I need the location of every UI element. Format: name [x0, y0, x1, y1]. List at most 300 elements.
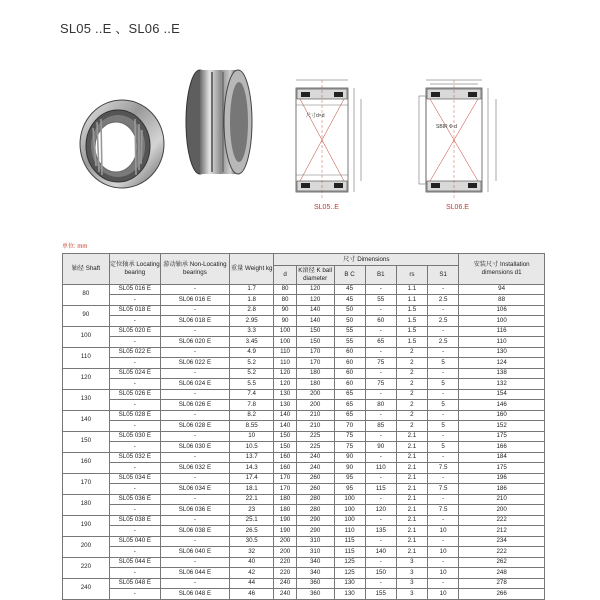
- cell-w: 40: [229, 557, 274, 568]
- cell-loc: -: [109, 484, 160, 495]
- table-row: [63, 547, 545, 558]
- cell-rs: 1.5: [396, 316, 427, 327]
- cell-b: 100: [334, 494, 365, 505]
- cell-loc: SL05 036 E: [109, 494, 160, 505]
- cell-k: 200: [296, 400, 334, 411]
- table-row: [63, 337, 545, 348]
- cell-k: 290: [296, 515, 334, 526]
- cell-d: 160: [274, 452, 296, 463]
- table-row: [63, 326, 545, 337]
- cell-rs: 2: [396, 389, 427, 400]
- cell-s1: -: [427, 557, 458, 568]
- cell-w: 10.5: [229, 442, 274, 453]
- cell-b: 50: [334, 316, 365, 327]
- cell-d: 80: [274, 284, 296, 295]
- cell-s1: -: [427, 515, 458, 526]
- table-row: [63, 578, 545, 589]
- cell-k: 360: [296, 578, 334, 589]
- cell-rs: 2.1: [396, 494, 427, 505]
- cell-k: 180: [296, 368, 334, 379]
- cell-loc: -: [109, 358, 160, 369]
- cell-d1: 175: [459, 463, 545, 474]
- table-row: [63, 557, 545, 568]
- cell-loc: -: [109, 547, 160, 558]
- cell-non: -: [160, 284, 229, 295]
- cell-d1: 110: [459, 337, 545, 348]
- cell-w: 10: [229, 431, 274, 442]
- cell-d1: 160: [459, 410, 545, 421]
- cell-d: 110: [274, 347, 296, 358]
- cell-b1: 60: [365, 316, 396, 327]
- cell-loc: SL05 026 E: [109, 389, 160, 400]
- cell-d: 140: [274, 421, 296, 432]
- cell-s1: -: [427, 410, 458, 421]
- cell-non: SL06 044 E: [160, 568, 229, 579]
- header-s1: S1: [427, 266, 458, 285]
- cell-w: 5.2: [229, 358, 274, 369]
- cell-d: 190: [274, 515, 296, 526]
- cell-d1: 116: [459, 326, 545, 337]
- header-rs: rs: [396, 266, 427, 285]
- cell-k: 340: [296, 557, 334, 568]
- cell-b1: 155: [365, 589, 396, 600]
- cell-d: 190: [274, 526, 296, 537]
- bearing-photo-side: [182, 66, 256, 178]
- cell-rs: 2.1: [396, 442, 427, 453]
- cell-w: 30.5: [229, 536, 274, 547]
- cell-d1: 88: [459, 295, 545, 306]
- cell-b1: 90: [365, 442, 396, 453]
- cell-s1: -: [427, 536, 458, 547]
- cell-loc: SL05 040 E: [109, 536, 160, 547]
- cell-loc: -: [109, 568, 160, 579]
- cell-w: 7.4: [229, 389, 274, 400]
- table-row: [63, 421, 545, 432]
- shaft-cell: 170: [63, 473, 110, 494]
- cell-k: 225: [296, 442, 334, 453]
- cell-rs: 1.1: [396, 284, 427, 295]
- cell-b1: 110: [365, 463, 396, 474]
- cell-b: 125: [334, 568, 365, 579]
- cell-non: SL06 020 E: [160, 337, 229, 348]
- cell-s1: 7.5: [427, 463, 458, 474]
- spec-table: [62, 253, 545, 600]
- cell-loc: SL05 028 E: [109, 410, 160, 421]
- cell-non: SL06 030 E: [160, 442, 229, 453]
- cell-d: 220: [274, 557, 296, 568]
- cell-s1: 7.5: [427, 505, 458, 516]
- cell-rs: 2.1: [396, 473, 427, 484]
- cell-s1: 10: [427, 589, 458, 600]
- table-row: [63, 463, 545, 474]
- cell-b1: -: [365, 473, 396, 484]
- cell-k: 310: [296, 547, 334, 558]
- cell-w: 7.8: [229, 400, 274, 411]
- cell-k: 280: [296, 494, 334, 505]
- cell-s1: 5: [427, 400, 458, 411]
- cell-w: 13.7: [229, 452, 274, 463]
- cell-loc: -: [109, 295, 160, 306]
- cell-b1: -: [365, 536, 396, 547]
- cell-loc: SL05 032 E: [109, 452, 160, 463]
- cell-d: 90: [274, 316, 296, 327]
- table-row: [63, 484, 545, 495]
- cell-d: 170: [274, 473, 296, 484]
- cell-d: 180: [274, 494, 296, 505]
- cell-d: 240: [274, 578, 296, 589]
- cell-s1: 5: [427, 379, 458, 390]
- cell-k: 290: [296, 526, 334, 537]
- cell-b: 45: [334, 284, 365, 295]
- cell-w: 32: [229, 547, 274, 558]
- cell-s1: 10: [427, 568, 458, 579]
- cell-s1: -: [427, 347, 458, 358]
- header-dimensions: 尺寸 Dimensions: [274, 254, 459, 266]
- cell-d: 100: [274, 326, 296, 337]
- cell-s1: 10: [427, 547, 458, 558]
- cell-b1: -: [365, 515, 396, 526]
- cell-k: 340: [296, 568, 334, 579]
- cell-loc: -: [109, 337, 160, 348]
- cell-d1: 94: [459, 284, 545, 295]
- cell-d1: 166: [459, 442, 545, 453]
- table-row: [63, 473, 545, 484]
- table-row: [63, 295, 545, 306]
- cell-s1: -: [427, 452, 458, 463]
- cell-b1: -: [365, 347, 396, 358]
- cell-d: 160: [274, 463, 296, 474]
- cell-b: 65: [334, 400, 365, 411]
- table-row: [63, 347, 545, 358]
- table-row: [63, 400, 545, 411]
- shaft-cell: 120: [63, 368, 110, 389]
- cell-b1: -: [365, 557, 396, 568]
- cell-b: 130: [334, 578, 365, 589]
- cell-d: 170: [274, 484, 296, 495]
- cell-rs: 1.5: [396, 326, 427, 337]
- cell-rs: 2: [396, 368, 427, 379]
- cell-d1: 234: [459, 536, 545, 547]
- shaft-cell: 110: [63, 347, 110, 368]
- cell-d1: 186: [459, 484, 545, 495]
- cell-b: 110: [334, 526, 365, 537]
- cell-b: 70: [334, 421, 365, 432]
- cell-loc: -: [109, 463, 160, 474]
- cell-b1: -: [365, 284, 396, 295]
- shaft-cell: 240: [63, 578, 110, 599]
- header-install: 安装尺寸 Installation dimensions d1: [459, 254, 545, 285]
- cell-non: SL06 024 E: [160, 379, 229, 390]
- cell-s1: -: [427, 578, 458, 589]
- cell-d1: 132: [459, 379, 545, 390]
- table-row: [63, 515, 545, 526]
- cell-k: 140: [296, 305, 334, 316]
- cell-s1: 2.5: [427, 316, 458, 327]
- cell-d1: 152: [459, 421, 545, 432]
- table-row: [63, 431, 545, 442]
- cell-d: 150: [274, 431, 296, 442]
- shaft-cell: 150: [63, 431, 110, 452]
- cell-w: 14.3: [229, 463, 274, 474]
- cell-w: 1.7: [229, 284, 274, 295]
- cell-d1: 222: [459, 515, 545, 526]
- cell-b1: 120: [365, 505, 396, 516]
- cell-w: 26.5: [229, 526, 274, 537]
- cell-non: SL06 034 E: [160, 484, 229, 495]
- cell-rs: 3: [396, 578, 427, 589]
- header-weight: 重量 Weight kg: [229, 254, 274, 285]
- cell-rs: 2.1: [396, 452, 427, 463]
- cell-rs: 2: [396, 410, 427, 421]
- cell-b: 65: [334, 410, 365, 421]
- cell-rs: 2: [396, 358, 427, 369]
- cell-non: SL06 016 E: [160, 295, 229, 306]
- table-row: [63, 358, 545, 369]
- cell-w: 8.2: [229, 410, 274, 421]
- cell-s1: -: [427, 431, 458, 442]
- cell-b: 130: [334, 589, 365, 600]
- cell-s1: -: [427, 473, 458, 484]
- cell-loc: SL05 020 E: [109, 326, 160, 337]
- cell-rs: 2: [396, 421, 427, 432]
- cell-loc: SL05 044 E: [109, 557, 160, 568]
- cell-rs: 2.1: [396, 547, 427, 558]
- cell-non: -: [160, 305, 229, 316]
- cell-b1: 80: [365, 400, 396, 411]
- unit-label: 单位: mm: [62, 244, 88, 250]
- cell-loc: -: [109, 400, 160, 411]
- cell-non: SL06 036 E: [160, 505, 229, 516]
- drawing-label-right: SBIR Ф d: [436, 124, 458, 130]
- cell-k: 140: [296, 316, 334, 327]
- cell-loc: -: [109, 589, 160, 600]
- cell-loc: SL05 016 E: [109, 284, 160, 295]
- cell-loc: SL05 022 E: [109, 347, 160, 358]
- cell-d1: 154: [459, 389, 545, 400]
- cell-s1: 5: [427, 442, 458, 453]
- shaft-cell: 180: [63, 494, 110, 515]
- cell-w: 22.1: [229, 494, 274, 505]
- cell-rs: 1.5: [396, 337, 427, 348]
- cell-non: -: [160, 389, 229, 400]
- cell-b1: 65: [365, 337, 396, 348]
- header-shaft: 轴径 Shaft: [63, 254, 110, 285]
- bearing-photo-front: [78, 98, 166, 190]
- table-row: [63, 505, 545, 516]
- table-row: [63, 452, 545, 463]
- cell-k: 170: [296, 347, 334, 358]
- cell-rs: 2.1: [396, 431, 427, 442]
- cell-k: 200: [296, 389, 334, 400]
- cell-w: 44: [229, 578, 274, 589]
- table-row: [63, 284, 545, 295]
- cell-non: SL06 028 E: [160, 421, 229, 432]
- cell-d: 200: [274, 536, 296, 547]
- cell-w: 5.5: [229, 379, 274, 390]
- cell-w: 3.45: [229, 337, 274, 348]
- cell-b: 60: [334, 368, 365, 379]
- cell-w: 25.1: [229, 515, 274, 526]
- header-b1: B1: [365, 266, 396, 285]
- cell-w: 4.9: [229, 347, 274, 358]
- cell-non: -: [160, 368, 229, 379]
- cell-b1: 75: [365, 358, 396, 369]
- cell-k: 180: [296, 379, 334, 390]
- cell-non: -: [160, 557, 229, 568]
- cell-non: -: [160, 473, 229, 484]
- cell-non: -: [160, 347, 229, 358]
- page-title: SL05 ..E 、SL06 ..E: [60, 21, 180, 36]
- cell-k: 240: [296, 452, 334, 463]
- table-row: [63, 568, 545, 579]
- header-locating: 定位轴承 Locating bearing: [109, 254, 160, 285]
- header-k: K滚径 K ball diameter: [296, 266, 334, 285]
- cell-d1: 184: [459, 452, 545, 463]
- table-row: [63, 494, 545, 505]
- drawing-label-left: 尺寸d×d: [306, 113, 325, 119]
- cell-b: 95: [334, 484, 365, 495]
- table-row: [63, 589, 545, 600]
- cell-w: 2.8: [229, 305, 274, 316]
- cell-d1: 262: [459, 557, 545, 568]
- cell-k: 260: [296, 484, 334, 495]
- cell-rs: 1.5: [396, 305, 427, 316]
- cell-rs: 2.1: [396, 536, 427, 547]
- shaft-cell: 90: [63, 305, 110, 326]
- cell-s1: -: [427, 494, 458, 505]
- cell-s1: 7.5: [427, 484, 458, 495]
- cell-d1: 266: [459, 589, 545, 600]
- cell-s1: -: [427, 305, 458, 316]
- cell-non: -: [160, 494, 229, 505]
- cell-d: 90: [274, 305, 296, 316]
- cell-b: 90: [334, 452, 365, 463]
- cell-rs: 2.1: [396, 484, 427, 495]
- cell-rs: 3: [396, 589, 427, 600]
- cell-loc: SL05 024 E: [109, 368, 160, 379]
- shaft-cell: 200: [63, 536, 110, 557]
- table-row: [63, 410, 545, 421]
- cell-b1: -: [365, 578, 396, 589]
- cell-s1: 2.5: [427, 295, 458, 306]
- header-nonlocating: 游动轴承 Non-Locating bearings: [160, 254, 229, 285]
- cell-b1: 55: [365, 295, 396, 306]
- cell-k: 280: [296, 505, 334, 516]
- cell-rs: 3: [396, 568, 427, 579]
- drawing-sl06: [416, 72, 506, 200]
- cell-non: SL06 032 E: [160, 463, 229, 474]
- cell-d1: 124: [459, 358, 545, 369]
- header-b: B C: [334, 266, 365, 285]
- cell-non: -: [160, 536, 229, 547]
- cell-b1: 75: [365, 379, 396, 390]
- cell-b1: -: [365, 326, 396, 337]
- cell-b: 95: [334, 473, 365, 484]
- cell-d1: 130: [459, 347, 545, 358]
- cell-b: 75: [334, 431, 365, 442]
- cell-loc: SL05 030 E: [109, 431, 160, 442]
- cell-non: SL06 018 E: [160, 316, 229, 327]
- cell-b: 100: [334, 515, 365, 526]
- cell-b: 45: [334, 295, 365, 306]
- drawing-sl05: [288, 72, 368, 200]
- cell-b: 100: [334, 505, 365, 516]
- cell-s1: 5: [427, 421, 458, 432]
- header-d: d: [274, 266, 296, 285]
- cell-b1: 85: [365, 421, 396, 432]
- cell-non: -: [160, 326, 229, 337]
- cell-d1: 248: [459, 568, 545, 579]
- cell-non: SL06 048 E: [160, 589, 229, 600]
- cell-b1: -: [365, 368, 396, 379]
- cell-loc: -: [109, 526, 160, 537]
- cell-d: 110: [274, 358, 296, 369]
- cell-b: 65: [334, 389, 365, 400]
- cell-non: -: [160, 515, 229, 526]
- table-row: [63, 536, 545, 547]
- cell-non: SL06 040 E: [160, 547, 229, 558]
- cell-s1: 10: [427, 526, 458, 537]
- cell-loc: -: [109, 442, 160, 453]
- cell-d: 120: [274, 379, 296, 390]
- cell-loc: -: [109, 421, 160, 432]
- cell-k: 120: [296, 284, 334, 295]
- caption-sl05: SL05..E: [314, 204, 339, 211]
- cell-d: 200: [274, 547, 296, 558]
- cell-b1: 135: [365, 526, 396, 537]
- table-row: [63, 316, 545, 327]
- cell-rs: 2: [396, 379, 427, 390]
- cell-k: 120: [296, 295, 334, 306]
- cell-loc: -: [109, 316, 160, 327]
- cell-s1: 5: [427, 358, 458, 369]
- cell-loc: -: [109, 379, 160, 390]
- cell-non: SL06 022 E: [160, 358, 229, 369]
- cell-rs: 2.1: [396, 463, 427, 474]
- cell-s1: -: [427, 389, 458, 400]
- cell-d: 130: [274, 400, 296, 411]
- cell-w: 3.3: [229, 326, 274, 337]
- cell-rs: 1.1: [396, 295, 427, 306]
- cell-d1: 210: [459, 494, 545, 505]
- cell-loc: SL05 034 E: [109, 473, 160, 484]
- cell-w: 18.1: [229, 484, 274, 495]
- cell-non: -: [160, 578, 229, 589]
- cell-w: 8.55: [229, 421, 274, 432]
- cell-w: 46: [229, 589, 274, 600]
- cell-d: 120: [274, 368, 296, 379]
- cell-d1: 212: [459, 526, 545, 537]
- cell-w: 23: [229, 505, 274, 516]
- cell-d: 140: [274, 410, 296, 421]
- cell-d1: 222: [459, 547, 545, 558]
- cell-b: 90: [334, 463, 365, 474]
- cell-k: 260: [296, 473, 334, 484]
- cell-w: 5.2: [229, 368, 274, 379]
- cell-k: 150: [296, 326, 334, 337]
- cell-k: 240: [296, 463, 334, 474]
- cell-b1: -: [365, 452, 396, 463]
- cell-non: SL06 038 E: [160, 526, 229, 537]
- shaft-cell: 140: [63, 410, 110, 431]
- table-row: [63, 389, 545, 400]
- cell-d1: 138: [459, 368, 545, 379]
- cell-d1: 100: [459, 316, 545, 327]
- table-row: [63, 379, 545, 390]
- cell-loc: -: [109, 505, 160, 516]
- cell-non: -: [160, 452, 229, 463]
- cell-d1: 106: [459, 305, 545, 316]
